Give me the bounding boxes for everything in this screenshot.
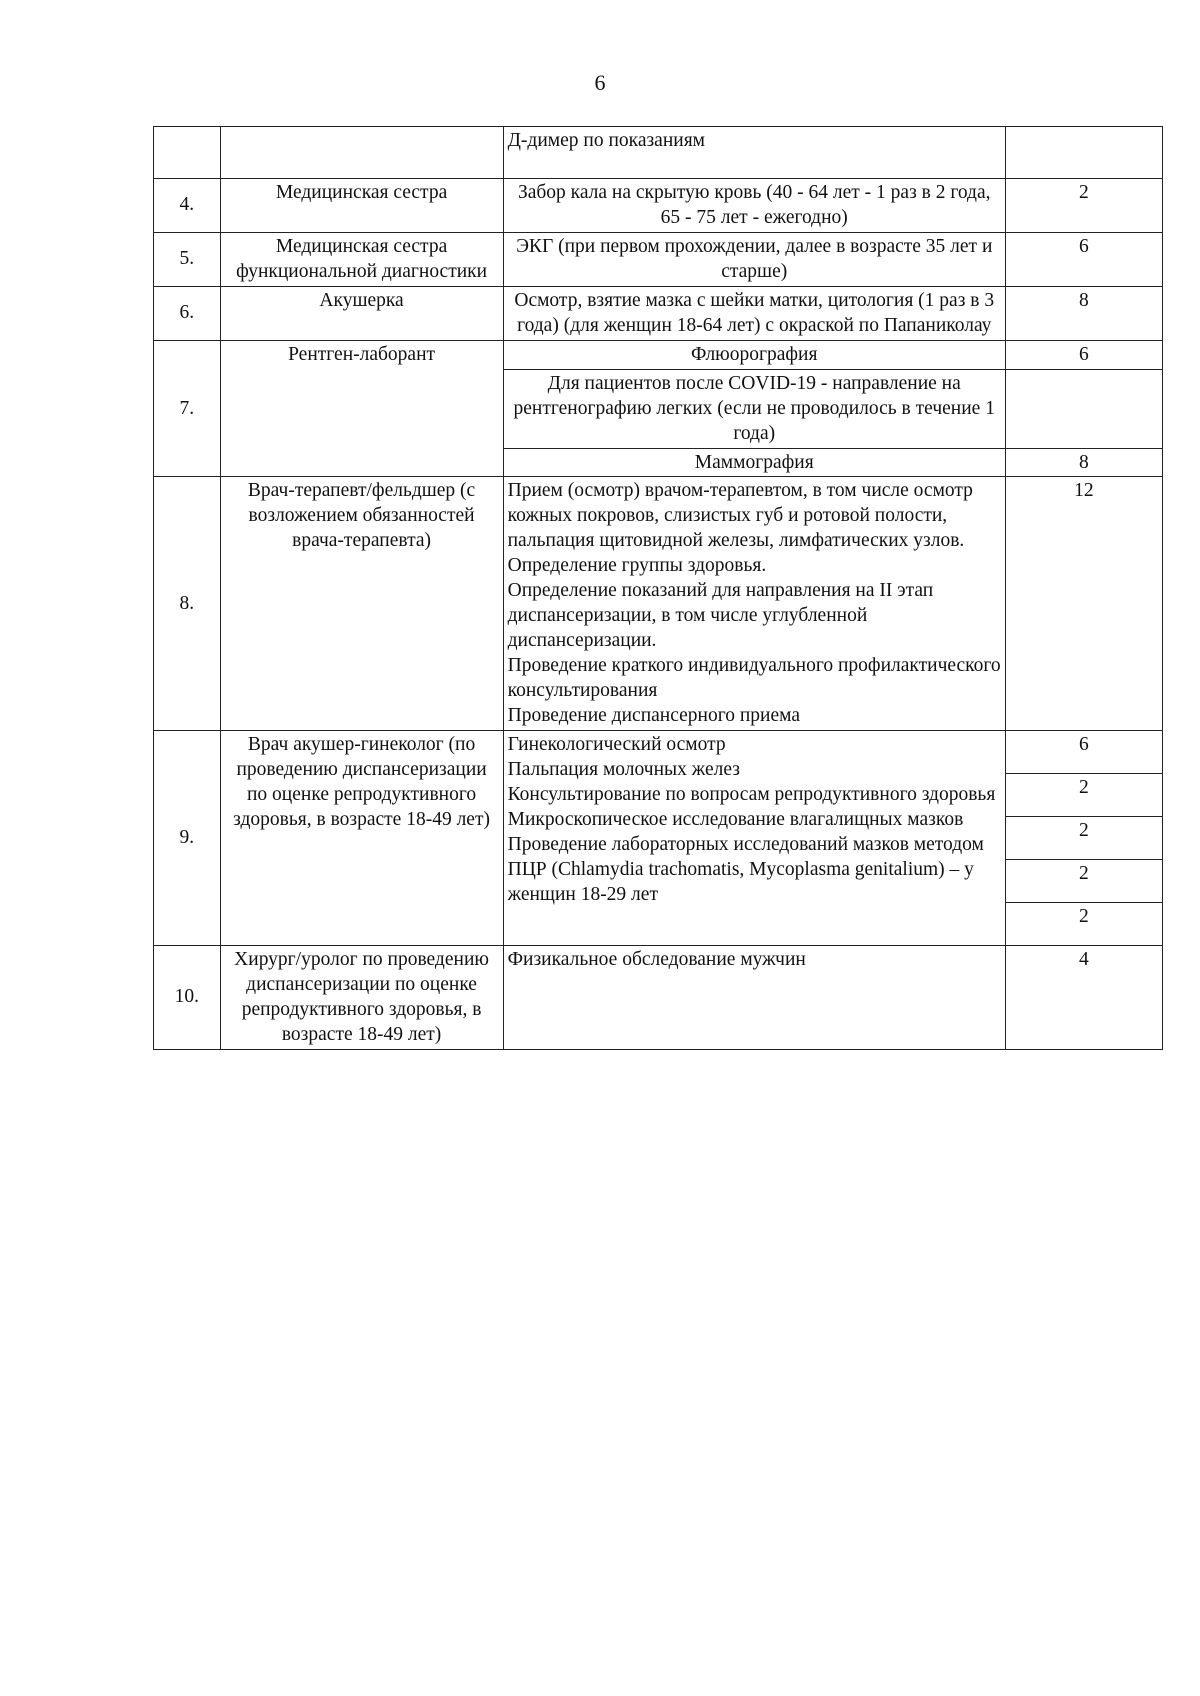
procedure-line: Определение показаний для направления на II этап диспансеризации, в том числе углубленной диспансеризации. — [507, 580, 934, 652]
specialist-cell: Медицинская сестра — [220, 179, 503, 233]
procedure-line: Проведение диспансерного приема — [507, 705, 800, 727]
minutes-cell: 4 — [1005, 946, 1162, 1050]
procedure-cell — [503, 731, 1005, 946]
specialist-cell: Врач-терапевт/фельдшер (с возложением обязанностей врача-терапевта) — [220, 477, 503, 731]
row-number: 4. — [154, 179, 221, 233]
minutes-cell: 2 — [1005, 179, 1162, 233]
procedure-line: Прием (осмотр) врачом-терапевтом, в том числе осмотр кожных покровов, слизистых губ и ротовой полости, пальпация щитовидной железы, лимфатических узлов. — [507, 480, 973, 552]
procedure-line: Определение группы здоровья. — [507, 555, 767, 577]
row-number: 9. — [154, 731, 221, 946]
procedure-cell: Забор кала на скрытую кровь (40 - 64 лет - 1 раз в 2 года, 65 - 75 лет - ежегодно) — [503, 179, 1005, 233]
procedure-cell: Флюорография — [503, 340, 1005, 369]
minutes-cell: 12 — [1005, 477, 1162, 731]
procedure-cell: Осмотр, взятие мазка с шейки матки, цитология (1 раз в 3 года) (для женщин 18-64 лет) с окраской по Папаниколау — [503, 286, 1005, 340]
table-row — [154, 127, 1163, 179]
table-row — [154, 731, 1163, 774]
procedure-line: Пальпация молочных желез — [507, 758, 740, 780]
minutes-cell: 6 — [1005, 340, 1162, 369]
table-row — [154, 179, 1163, 233]
procedure-cell — [503, 477, 1005, 731]
procedure-line: Консультирование по вопросам репродуктивного здоровья — [507, 783, 996, 805]
page-number: 6 — [594, 70, 606, 95]
specialist-cell: Акушерка — [220, 286, 503, 340]
procedure-cell: ЭКГ (при первом прохождении, далее в возрасте 35 лет и старше) — [503, 232, 1005, 286]
minutes-cell: 6 — [1005, 232, 1162, 286]
procedure-cell: Маммография — [503, 448, 1005, 477]
minutes-cell: 2 — [1005, 817, 1162, 860]
procedure-line: Гинекологический осмотр — [507, 734, 726, 756]
table-row — [154, 286, 1163, 340]
table-row — [154, 340, 1163, 369]
row-number: 10. — [154, 946, 221, 1050]
row-number: 8. — [154, 477, 221, 731]
minutes-cell: 6 — [1005, 731, 1162, 774]
specialist-cell: Хирург/уролог по проведению диспансеризации по оценке репродуктивного здоровья, в возрасте 18-49 лет) — [220, 946, 503, 1050]
minutes-cell: 2 — [1005, 774, 1162, 817]
minutes-cell — [1005, 127, 1162, 179]
procedure-cell: Д-димер по показаниям — [503, 127, 1005, 179]
procedure-line: Проведение краткого индивидуального профилактического консультирования — [507, 655, 1001, 702]
table-row — [154, 232, 1163, 286]
table-row — [154, 946, 1163, 1050]
row-number — [154, 127, 221, 179]
row-number: 7. — [154, 340, 221, 477]
specialist-cell: Врач акушер-гинеколог (по проведению диспансеризации по оценке репродуктивного здоровья, в возрасте 18-49 лет) — [220, 731, 503, 946]
table-row — [154, 477, 1163, 731]
specialist-cell: Рентген-лаборант — [220, 340, 503, 477]
row-number: 5. — [154, 232, 221, 286]
procedures-table — [153, 126, 1163, 1050]
procedure-line: Проведение лабораторных исследований мазков методом ПЦР (Chlamydia trachomatis, Mycoplasma genitalium) – у женщин 18-29 лет — [507, 833, 984, 905]
row-number: 6. — [154, 286, 221, 340]
minutes-cell: 2 — [1005, 903, 1162, 946]
procedure-cell: Для пациентов после COVID-19 - направление на рентгенографию легких (если не проводилось в течение 1 года) — [503, 369, 1005, 448]
minutes-cell: 8 — [1005, 286, 1162, 340]
specialist-cell — [220, 127, 503, 179]
minutes-cell: 8 — [1005, 448, 1162, 477]
minutes-cell — [1005, 369, 1162, 448]
minutes-cell: 2 — [1005, 860, 1162, 903]
specialist-cell: Медицинская сестра функциональной диагностики — [220, 232, 503, 286]
procedure-line: Микроскопическое исследование влагалищных мазков — [507, 808, 964, 830]
procedure-cell: Физикальное обследование мужчин — [503, 946, 1005, 1050]
